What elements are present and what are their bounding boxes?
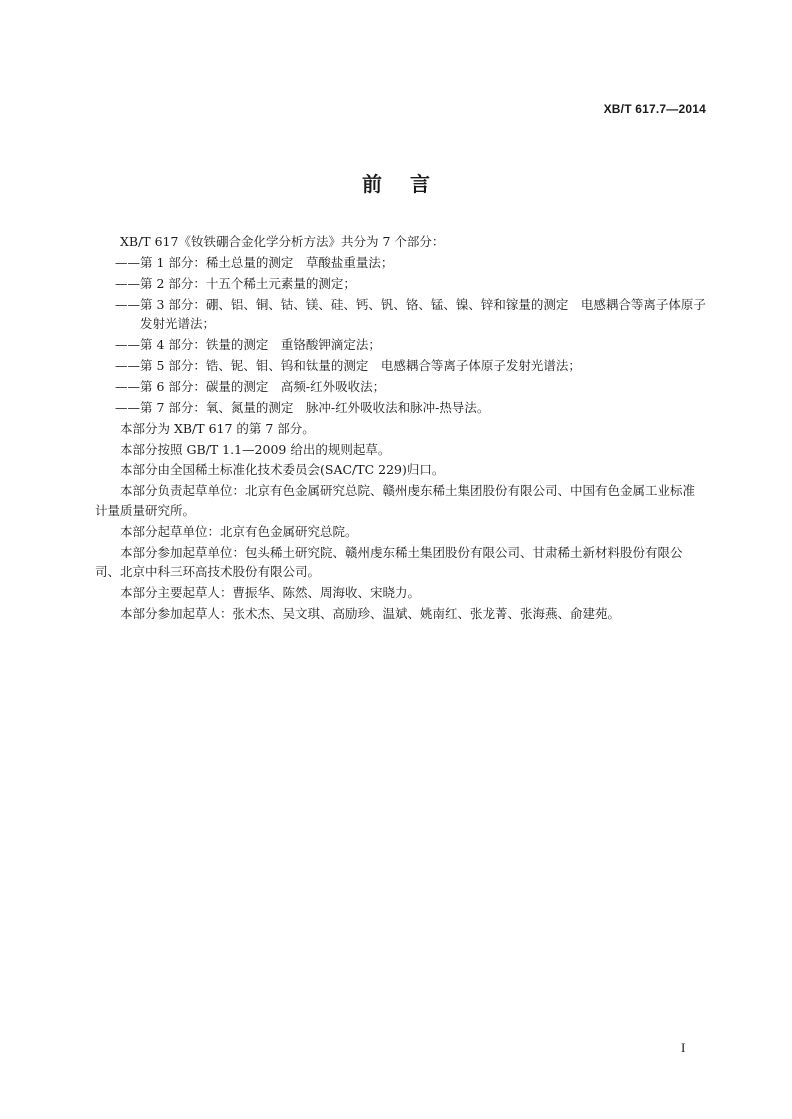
page-number: I: [681, 1040, 686, 1055]
paragraph-participating-units: 本部分参加起草单位：包头稀土研究院、赣州虔东稀土集团股份有限公司、甘肃稀土新材料股份有限公司、北京中科三环高技术股份有限公司。: [95, 544, 683, 579]
paragraph-committee: 本部分由全国稀土标准化技术委员会(SAC/TC 229)归口。: [120, 462, 445, 478]
list-item: ——第 1 部分：稀土总量的测定 草酸盐重量法；: [115, 254, 394, 270]
page-title: 前言: [362, 172, 458, 196]
standard-code: XB/T 617.7—2014: [603, 102, 706, 116]
list-item: ——第 7 部分：氧、氮量的测定 脉冲-红外吸收法和脉冲-热导法。: [115, 399, 490, 415]
paragraph-part-statement: 本部分为 XB/T 617 的第 7 部分。: [120, 420, 315, 436]
list-item: ——第 6 部分：碳量的测定 高频-红外吸收法；: [115, 378, 386, 394]
list-item: ——第 3 部分：硼、铝、铜、钴、镁、硅、钙、钒、铬、锰、镍、锌和镓量的测定 电感耦合等离子体原子发射光谱法；: [115, 296, 706, 332]
list-item: ——第 4 部分：铁量的测定 重铬酸钾滴定法；: [115, 337, 381, 353]
parts-list: [95, 253, 707, 417]
list-item: ——第 2 部分：十五个稀土元素量的测定；: [115, 275, 356, 291]
paragraph-main-drafters: 本部分主要起草人：曹振华、陈然、周海收、宋晓力。: [120, 584, 421, 600]
paragraph-participating-drafters: 本部分参加起草人：张术杰、吴文琪、高励珍、温斌、姚南红、张龙菁、张海燕、俞建苑。: [120, 605, 621, 621]
list-item: ——第 5 部分：锆、铌、钼、钨和钛量的测定 电感耦合等离子体原子发射光谱法；: [115, 357, 581, 373]
foreword-body: [95, 232, 707, 625]
paragraph-drafting-rules: 本部分按照 GB/T 1.1—2009 给出的规则起草。: [120, 441, 391, 457]
paragraph-drafting-unit: 本部分起草单位：北京有色金属研究总院。: [120, 523, 358, 539]
intro-paragraph: XB/T 617《钕铁硼合金化学分析方法》共分为 7 个部分：: [120, 234, 445, 249]
paragraph-responsible-drafters: 本部分负责起草单位：北京有色金属研究总院、赣州虔东稀土集团股份有限公司、中国有色金属工业标准计量质量研究所。: [95, 483, 696, 518]
